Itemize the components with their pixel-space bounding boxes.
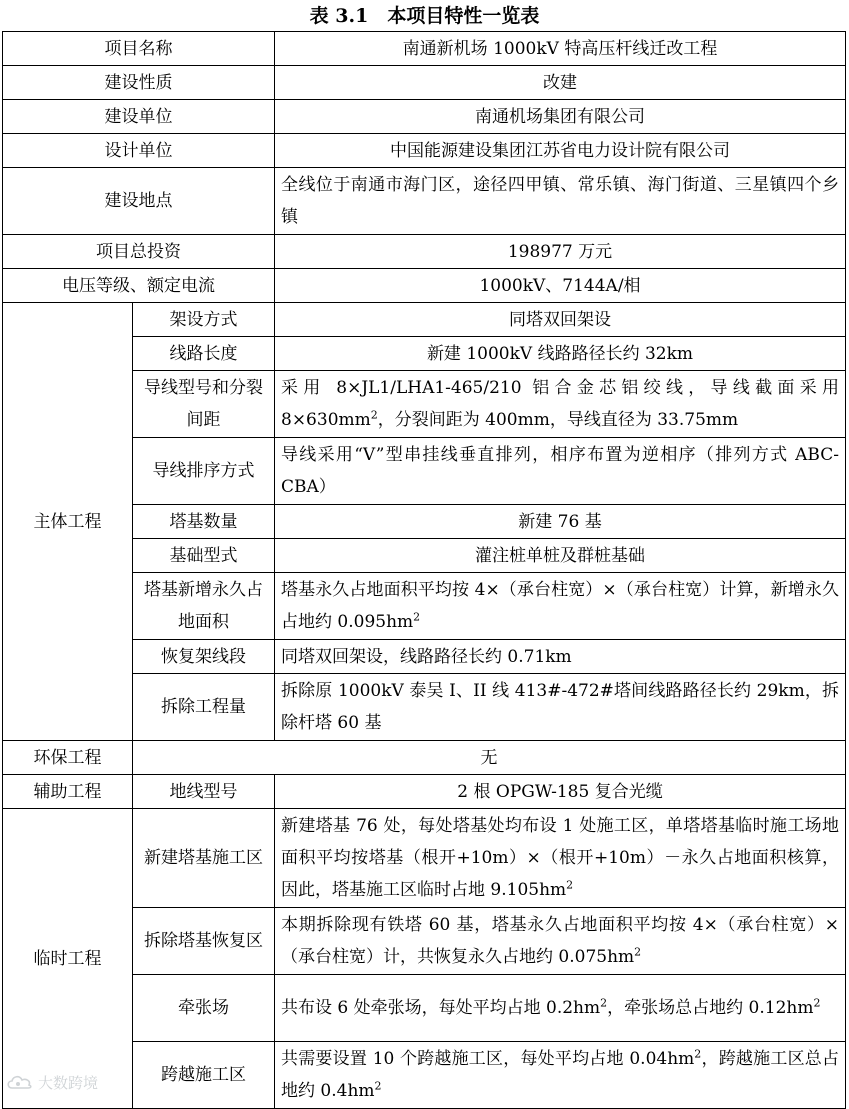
table-row [3, 269, 846, 303]
row-value: 全线位于南通市海门区，途径四甲镇、常乐镇、海门街道、三星镇四个乡镇 [275, 168, 846, 235]
sub-value: 新建 1000kV 线路路径长约 32km [275, 337, 846, 371]
sub-value: 灌注桩单桩及群桩基础 [275, 539, 846, 573]
text-part: 本期拆除现有铁塔 60 基，塔基永久占地面积平均按 4×（承台柱宽）×（承台柱宽）计，共恢复永久占地约 0.075hm [281, 915, 839, 967]
sub-value [275, 371, 846, 438]
text-part: 采用 8×JL1/LHA1-465/210 铝合金芯铝绞线，导线截面采用 8×630mm [281, 378, 839, 430]
row-label: 环保工程 [3, 741, 133, 775]
watermark [6, 1070, 98, 1094]
sub-label: 新建塔基施工区 [133, 809, 275, 908]
row-value: 198977 万元 [275, 235, 846, 269]
sub-value [275, 908, 846, 975]
sub-label: 拆除工程量 [133, 674, 275, 741]
table-row [3, 66, 846, 100]
superscript: 2 [370, 408, 378, 422]
sub-value: 同塔双回架设，线路路径长约 0.71km [275, 640, 846, 674]
row-value: 1000kV、7144A/相 [275, 269, 846, 303]
row-label: 建设性质 [3, 66, 275, 100]
sub-value [275, 573, 846, 640]
sub-label: 基础型式 [133, 539, 275, 573]
superscript: 2 [600, 996, 608, 1010]
group-label-temp: 临时工程 [3, 809, 133, 1109]
group-label-main: 主体工程 [3, 303, 133, 741]
sub-label: 牵张场 [133, 975, 275, 1042]
row-label: 辅助工程 [3, 775, 133, 809]
text-part: ，牵张场总占地约 0.12hm [607, 998, 814, 1018]
table-row [3, 303, 846, 337]
table-row [3, 100, 846, 134]
table-row [3, 741, 846, 775]
row-value: 南通机场集团有限公司 [275, 100, 846, 134]
sub-value [275, 975, 846, 1042]
sub-label: 跨越施工区 [133, 1042, 275, 1109]
project-characteristics-table [2, 31, 846, 1109]
cloud-logo-icon [6, 1073, 34, 1091]
sub-label: 导线型号和分裂间距 [133, 371, 275, 438]
row-label: 建设地点 [3, 168, 275, 235]
sub-label: 塔基数量 [133, 505, 275, 539]
text-part: 塔基永久占地面积平均按 4×（承台柱宽）×（承台柱宽）计算，新增永久占地约 0.095hm [281, 580, 839, 632]
row-value: 南通新机场 1000kV 特高压杆线迁改工程 [275, 32, 846, 66]
row-label: 设计单位 [3, 134, 275, 168]
table-row [3, 235, 846, 269]
sub-label: 地线型号 [133, 775, 275, 809]
superscript: 2 [374, 1079, 382, 1093]
table-title: 表 3.1 本项目特性一览表 [309, 5, 540, 27]
sub-label: 线路长度 [133, 337, 275, 371]
superscript: 2 [413, 610, 421, 624]
row-value: 中国能源建设集团江苏省电力设计院有限公司 [275, 134, 846, 168]
sub-label: 拆除塔基恢复区 [133, 908, 275, 975]
table-row [3, 775, 846, 809]
text-part: ，分裂间距为 400mm，导线直径为 33.75mm [377, 410, 739, 430]
row-label: 建设单位 [3, 100, 275, 134]
superscript: 2 [566, 878, 574, 892]
sub-value: 新建 76 基 [275, 505, 846, 539]
sub-value [275, 1042, 846, 1109]
text-part: ，跨越施工区总占地约 0.4hm [281, 1049, 840, 1101]
row-label: 项目总投资 [3, 235, 275, 269]
sub-label: 架设方式 [133, 303, 275, 337]
sub-label: 恢复架线段 [133, 640, 275, 674]
table-row [3, 809, 846, 908]
watermark-text: 大数跨境 [38, 1073, 99, 1092]
superscript: 2 [813, 996, 821, 1010]
table-row [3, 168, 846, 235]
sub-value: 2 根 OPGW-185 复合光缆 [275, 775, 846, 809]
text-part: 共需要设置 10 个跨越施工区，每处平均占地 0.04hm [281, 1049, 695, 1069]
sub-label: 导线排序方式 [133, 438, 275, 505]
row-value: 改建 [275, 66, 846, 100]
sub-value [275, 809, 846, 908]
text-part: 共布设 6 处牵张场，每处平均占地 0.2hm [281, 998, 601, 1018]
superscript: 2 [694, 1047, 702, 1061]
sub-value: 导线采用“V”型串挂线垂直排列，相序布置为逆相序（排列方式 ABC-CBA） [275, 438, 846, 505]
sub-value: 拆除原 1000kV 泰吴 I、II 线 413#-472#塔间线路路径长约 29km，拆除杆塔 60 基 [275, 674, 846, 741]
table-row [3, 134, 846, 168]
row-value: 无 [133, 741, 846, 775]
text-part: 新建塔基 76 处，每处塔基处均布设 1 处施工区，单塔塔基临时施工场地面积平均按塔基（根开+10m）×（根开+10m）－永久占地面积核算，因此，塔基施工区临时占地 9.105hm [281, 816, 839, 900]
table-row [3, 32, 846, 66]
row-label: 项目名称 [3, 32, 275, 66]
sub-value: 同塔双回架设 [275, 303, 846, 337]
row-label: 电压等级、额定电流 [3, 269, 275, 303]
superscript: 2 [634, 945, 642, 959]
sub-label: 塔基新增永久占地面积 [133, 573, 275, 640]
